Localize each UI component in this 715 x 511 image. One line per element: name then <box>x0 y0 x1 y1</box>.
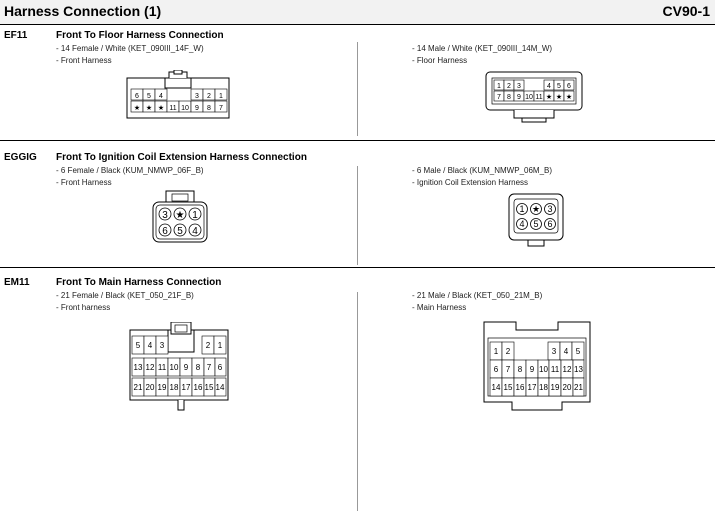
pin-label: 2 <box>505 347 511 356</box>
section-divider <box>0 267 715 268</box>
pin-label: 11 <box>550 365 560 374</box>
pin-label: 12 <box>145 363 155 372</box>
pin-label: 7 <box>219 105 223 112</box>
pin-label: 9 <box>529 365 535 374</box>
pin-label: 14 <box>215 383 225 392</box>
connector-spec: - 6 Male / Black (KUM_NMWP_06M_B) <box>412 166 553 175</box>
pin-label: 4 <box>519 219 525 229</box>
pin-label: 19 <box>157 383 167 392</box>
pin-label: ★ <box>545 94 553 101</box>
connector-diagram-em11-male <box>482 316 592 414</box>
pin-label: 12 <box>562 365 572 374</box>
pin-label: 11 <box>535 94 543 101</box>
connector-spec: - 14 Male / White (KET_090III_14M_W) <box>412 44 553 53</box>
pin-label: 9 <box>183 363 189 372</box>
connector-diagram-ef11-female <box>125 70 231 120</box>
pin-row-3 <box>132 378 226 396</box>
pin-label: 5 <box>533 219 539 229</box>
pin-row-bottom <box>494 91 574 101</box>
pin-label: 4 <box>547 83 551 90</box>
connector-diagram-eggig-male <box>506 192 566 248</box>
pin-label: 3 <box>517 83 521 90</box>
pin-label: ★ <box>565 94 573 101</box>
pin-label: 13 <box>133 363 143 372</box>
connector-diagram-ef11-male <box>484 70 584 124</box>
pin-label: 6 <box>217 363 223 372</box>
pin-label: ★ <box>133 105 141 112</box>
pin-label: 20 <box>145 383 155 392</box>
pin-row-2 <box>490 360 584 378</box>
pin-label: 10 <box>539 365 548 374</box>
pin-label: 15 <box>503 383 513 392</box>
pin-label: 9 <box>195 105 199 112</box>
connector-diagram-eggig-female <box>150 190 210 246</box>
pin-label: 17 <box>181 383 191 392</box>
pin-label: 16 <box>515 383 525 392</box>
page-code: CV90-1 <box>662 3 710 19</box>
pin-row-2 <box>132 358 226 376</box>
harness-name: - Floor Harness <box>412 56 468 65</box>
pin-label: 10 <box>181 105 189 112</box>
pin-label: 1 <box>493 347 499 356</box>
pin-label: 7 <box>505 365 511 374</box>
pin-label: 11 <box>169 105 177 112</box>
section-title: Front To Ignition Coil Extension Harness Connection <box>56 152 307 163</box>
pin-label: 3 <box>162 210 168 221</box>
pin-label: 19 <box>550 383 560 392</box>
pin-label: 2 <box>207 93 211 100</box>
pin-label: 4 <box>563 347 569 356</box>
section-title: Front To Floor Harness Connection <box>56 30 224 41</box>
pin-label: 8 <box>207 105 211 112</box>
pin-label: 6 <box>567 83 571 90</box>
pin-label: 4 <box>192 226 198 237</box>
pin-label: 6 <box>493 365 499 374</box>
pin-label: 9 <box>517 94 521 101</box>
pin-label: 1 <box>217 341 223 350</box>
pin-label: 7 <box>497 94 501 101</box>
column-divider <box>357 292 358 511</box>
section-title: Front To Main Harness Connection <box>56 277 222 288</box>
pin-label: 1 <box>519 204 525 214</box>
pin-label: 3 <box>547 204 553 214</box>
pin-label: 21 <box>574 383 583 392</box>
connector-spec: - 6 Female / Black (KUM_NMWP_06F_B) <box>56 166 204 175</box>
pin-label: 2 <box>205 341 211 350</box>
pin-label: 21 <box>133 383 143 392</box>
harness-name: - Main Harness <box>412 303 467 312</box>
pin-label: 5 <box>575 347 581 356</box>
pin-label: 16 <box>193 383 203 392</box>
pin-label: 5 <box>557 83 561 90</box>
column-divider <box>357 166 358 265</box>
harness-name: - Front Harness <box>56 178 112 187</box>
pin-label: 5 <box>177 226 183 237</box>
harness-name: - Ignition Coil Extension Harness <box>412 178 529 187</box>
pin-label: 17 <box>527 383 537 392</box>
pin-label: ★ <box>145 105 153 112</box>
harness-name: - Front Harness <box>56 56 112 65</box>
pin-label: 7 <box>206 363 212 372</box>
pin-label: 20 <box>562 383 572 392</box>
pin-label: 13 <box>574 365 583 374</box>
column-divider <box>357 42 358 136</box>
pin-label: 18 <box>169 383 179 392</box>
pin-label: 6 <box>162 226 168 237</box>
pin-label: 6 <box>547 219 553 229</box>
pin-label: 1 <box>497 83 501 90</box>
section-id: EGGIG <box>4 152 37 163</box>
pin-label: 8 <box>517 365 523 374</box>
pin-label: 8 <box>507 94 511 101</box>
section-divider <box>0 140 715 141</box>
page-header <box>0 0 715 25</box>
pin-label: 3 <box>551 347 557 356</box>
pin-label: ★ <box>555 94 563 101</box>
pin-label: 3 <box>195 93 199 100</box>
pin-label: 1 <box>219 93 223 100</box>
section-id: EM11 <box>4 277 30 288</box>
pin-label: ★ <box>157 105 165 112</box>
pin-label: 4 <box>159 93 163 100</box>
pin-label: 5 <box>147 93 151 100</box>
connector-spec: - 14 Female / White (KET_090III_14F_W) <box>56 44 204 53</box>
pin-row-3 <box>490 378 584 396</box>
pin-label: 2 <box>507 83 511 90</box>
pin-row-bottom <box>131 101 227 112</box>
harness-name: - Front harness <box>56 303 111 312</box>
pin-label: 8 <box>195 363 201 372</box>
pin-label: 6 <box>135 93 139 100</box>
connector-spec: - 21 Female / Black (KET_050_21F_B) <box>56 291 194 300</box>
pin-label: ★ <box>531 204 541 214</box>
pin-label: 4 <box>147 341 153 350</box>
connector-spec: - 21 Male / Black (KET_050_21M_B) <box>412 291 543 300</box>
pin-label: 3 <box>159 341 165 350</box>
pin-label: 18 <box>539 383 548 392</box>
page-title: Harness Connection (1) <box>4 3 162 19</box>
pin-label: 5 <box>135 341 141 350</box>
pin-label: 11 <box>157 363 167 372</box>
section-id: EF11 <box>4 30 28 41</box>
pin-label: 15 <box>204 383 214 392</box>
pin-label: 10 <box>169 363 179 372</box>
pin-label: ★ <box>175 210 185 221</box>
connector-diagram-em11-female <box>128 322 230 412</box>
pin-label: 1 <box>192 210 198 221</box>
pin-label: 10 <box>525 94 533 101</box>
pin-label: 14 <box>491 383 501 392</box>
